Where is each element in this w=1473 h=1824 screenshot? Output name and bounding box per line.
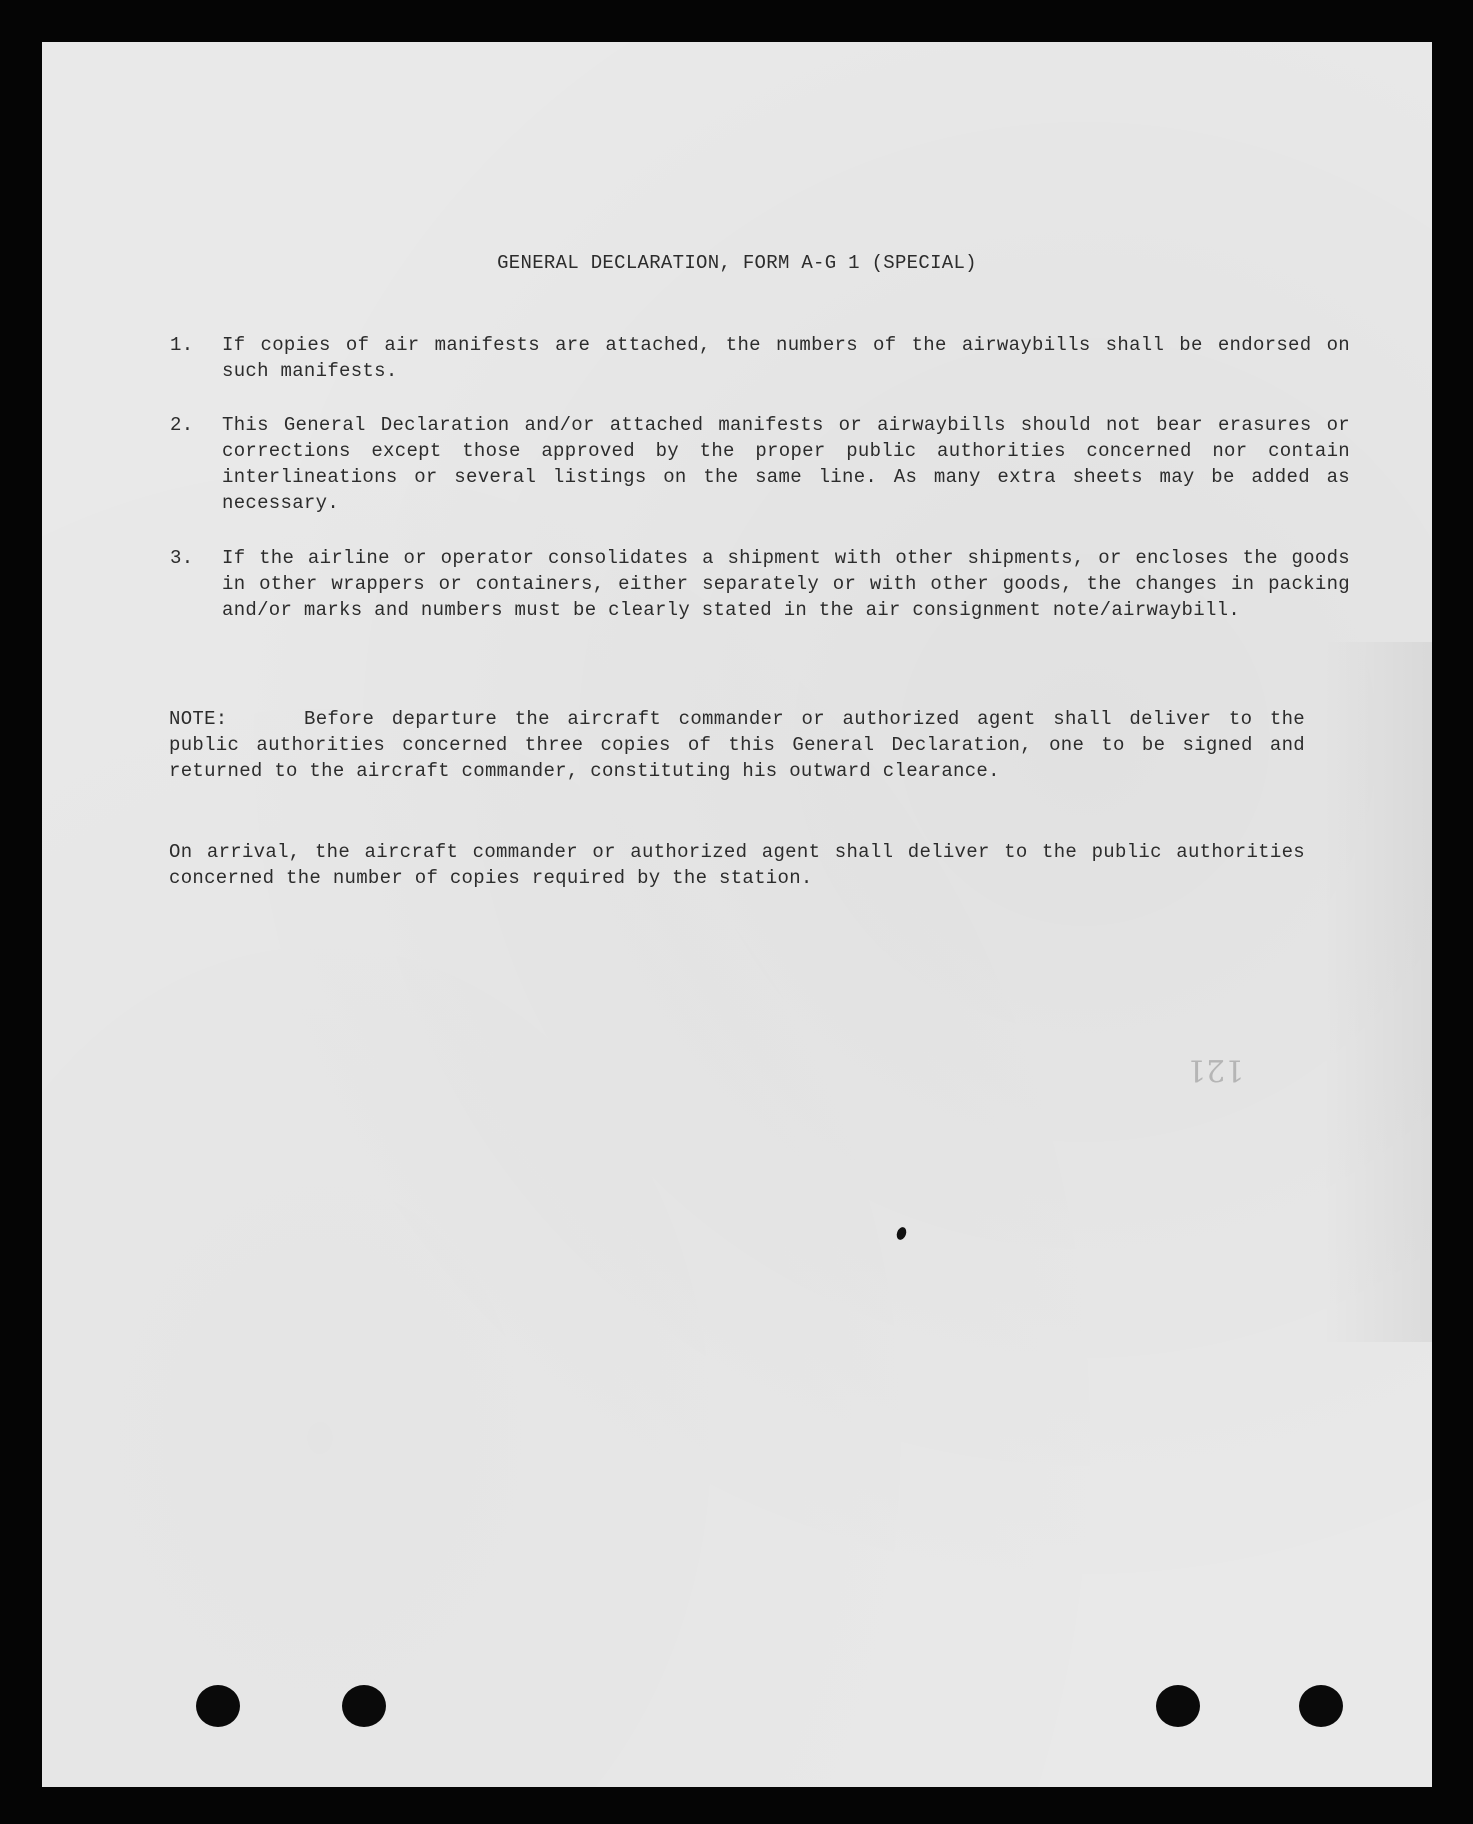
item-text: If the airline or operator consolidates a shipment with other shipments, or encloses the goods in other wrappers or containers, either separately or with other goods, the changes in packing and/or marks and numbers must be clearly stated in the air consignment note/airwaybill. <box>222 547 1350 621</box>
faint-stamp-number: 121 <box>1187 1052 1245 1087</box>
item-number: 1. <box>170 334 194 356</box>
note-paragraph <box>169 706 1305 784</box>
document-page <box>42 42 1432 1787</box>
item-number: 2. <box>170 414 194 436</box>
punch-hole <box>196 1685 240 1727</box>
item-number: 3. <box>170 547 194 569</box>
punch-hole <box>342 1685 386 1727</box>
punch-hole <box>1299 1685 1343 1727</box>
instruction-item-1 <box>170 332 1350 384</box>
arrival-paragraph: On arrival, the aircraft commander or authorized agent shall deliver to the public authorities concerned the number of copies required by the station. <box>169 841 1305 889</box>
note-text: Before departure the aircraft commander or authorized agent shall deliver to the public authorities concerned three copies of this General Declaration, one to be signed and returned to the aircraft commander, constituting his outward clearance. <box>169 708 1305 782</box>
item-text: If copies of air manifests are attached, the numbers of the airwaybills shall be endorsed on such manifests. <box>222 334 1350 382</box>
note-label: NOTE: <box>169 708 228 730</box>
punch-hole <box>1156 1685 1200 1727</box>
instruction-item-2 <box>170 412 1350 516</box>
document-title: GENERAL DECLARATION, FORM A-G 1 (SPECIAL) <box>497 252 977 274</box>
instruction-item-3 <box>170 545 1350 623</box>
page-fold-shadow <box>1322 642 1432 1342</box>
item-text: This General Declaration and/or attached manifests or airwaybills should not bear erasures or corrections except those approved by the proper public authorities concerned nor contain interlineations or several listings on the same line. As many extra sheets may be added as necessary. <box>222 414 1350 514</box>
ink-spot <box>895 1226 908 1241</box>
